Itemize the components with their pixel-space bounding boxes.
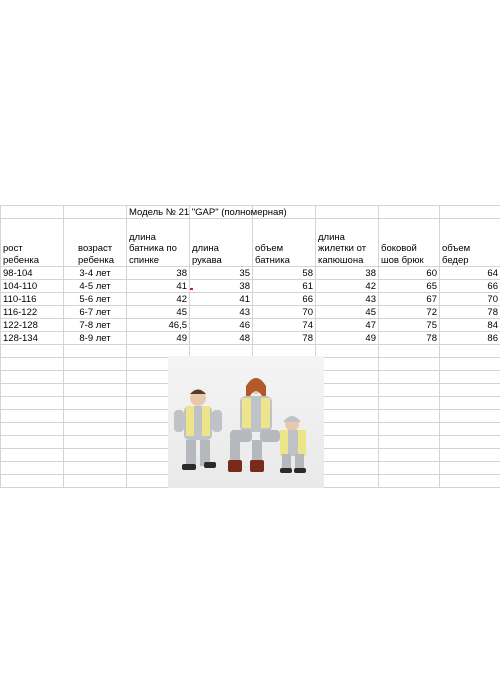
empty-cell[interactable] [379, 462, 440, 475]
empty-cell[interactable] [379, 410, 440, 423]
cell-age[interactable]: 6-7 лет [64, 306, 127, 319]
cell-pants-side-seam[interactable]: 75 [379, 319, 440, 332]
empty-cell[interactable] [64, 462, 127, 475]
empty-cell[interactable] [440, 410, 500, 423]
empty-cell[interactable] [316, 371, 379, 384]
empty-cell[interactable] [64, 423, 127, 436]
title-row [1, 206, 500, 219]
cell-height[interactable]: 116-122 [1, 306, 64, 319]
cell-sweatshirt-volume[interactable]: 58 [253, 267, 316, 280]
cell-sleeve-length[interactable]: 38 [190, 280, 253, 293]
cell-back-length[interactable]: 45 [127, 306, 190, 319]
empty-cell[interactable] [379, 475, 440, 488]
empty-cell[interactable] [64, 475, 127, 488]
cell-age[interactable]: 5-6 лет [64, 293, 127, 306]
cell-vest-length[interactable]: 45 [316, 306, 379, 319]
empty-cell[interactable] [440, 397, 500, 410]
empty-cell[interactable] [1, 436, 64, 449]
header-back-length[interactable]: длина батника по спинке [127, 219, 190, 267]
cell-sleeve-length[interactable]: 43 [190, 306, 253, 319]
cell-sleeve-length[interactable]: 35 [190, 267, 253, 280]
empty-cell[interactable] [440, 449, 500, 462]
cell-age[interactable]: 3-4 лет [64, 267, 127, 280]
cell-sweatshirt-volume[interactable]: 74 [253, 319, 316, 332]
empty-cell[interactable] [1, 358, 64, 371]
cell-age[interactable]: 8-9 лет [64, 332, 127, 345]
empty-cell[interactable] [440, 436, 500, 449]
cell-age[interactable]: 4-5 лет [64, 280, 127, 293]
empty-cell[interactable] [379, 358, 440, 371]
cell-sweatshirt-volume[interactable]: 66 [253, 293, 316, 306]
header-row [1, 219, 500, 267]
empty-cell[interactable] [1, 206, 64, 219]
header-hip-volume[interactable]: объем бедер [440, 219, 500, 267]
header-height[interactable]: рост ребенка [1, 219, 64, 267]
empty-cell[interactable] [316, 410, 379, 423]
empty-cell[interactable] [316, 206, 379, 219]
empty-cell[interactable] [440, 384, 500, 397]
cell-vest-length[interactable]: 38 [316, 267, 379, 280]
cell-sweatshirt-volume[interactable]: 70 [253, 306, 316, 319]
empty-cell[interactable] [1, 475, 64, 488]
cell-age[interactable]: 7-8 лет [64, 319, 127, 332]
empty-cell[interactable] [64, 358, 127, 371]
cell-vest-length[interactable]: 42 [316, 280, 379, 293]
empty-cell[interactable] [1, 397, 64, 410]
cell-sleeve-length[interactable]: 48 [190, 332, 253, 345]
cell-hip-volume[interactable]: 66 [440, 280, 500, 293]
table-row [1, 319, 500, 332]
empty-cell[interactable] [1, 384, 64, 397]
empty-cell[interactable] [316, 449, 379, 462]
empty-cell[interactable] [316, 475, 379, 488]
cell-height[interactable]: 98-104 [1, 267, 64, 280]
table-row [1, 280, 500, 293]
empty-cell[interactable] [1, 410, 64, 423]
empty-cell[interactable] [440, 345, 500, 358]
cell-vest-length[interactable]: 49 [316, 332, 379, 345]
empty-cell[interactable] [1, 345, 64, 358]
woman-figure [228, 378, 280, 472]
family-photo-illustration [168, 356, 324, 488]
empty-cell[interactable] [316, 462, 379, 475]
cell-pants-side-seam[interactable]: 60 [379, 267, 440, 280]
empty-cell[interactable] [1, 371, 64, 384]
empty-cell[interactable] [379, 449, 440, 462]
child-figure [280, 416, 306, 473]
table-row [1, 306, 500, 319]
cell-sweatshirt-volume[interactable]: 61 [253, 280, 316, 293]
header-pants-side-seam[interactable]: боковой шов брюк [379, 219, 440, 267]
empty-cell[interactable] [64, 206, 127, 219]
table-row [1, 267, 500, 280]
empty-cell[interactable] [64, 449, 127, 462]
empty-cell[interactable] [440, 206, 500, 219]
cell-pants-side-seam[interactable]: 67 [379, 293, 440, 306]
cell-sweatshirt-volume[interactable]: 78 [253, 332, 316, 345]
empty-cell[interactable] [440, 475, 500, 488]
cell-hip-volume[interactable]: 84 [440, 319, 500, 332]
table-title: Модель № 21 "GAP" (полномерная) [129, 207, 287, 218]
cell-hip-volume[interactable]: 78 [440, 306, 500, 319]
cell-hip-volume[interactable]: 70 [440, 293, 500, 306]
header-sleeve-length[interactable]: длина рукава [190, 219, 253, 267]
empty-cell[interactable] [64, 384, 127, 397]
cell-pants-side-seam[interactable]: 78 [379, 332, 440, 345]
empty-cell[interactable] [64, 345, 127, 358]
empty-cell[interactable] [316, 436, 379, 449]
cell-back-length[interactable]: 38 [127, 267, 190, 280]
empty-cell[interactable] [316, 358, 379, 371]
cell-hip-volume[interactable]: 64 [440, 267, 500, 280]
empty-cell[interactable] [440, 462, 500, 475]
table-row [1, 332, 500, 345]
cell-pants-side-seam[interactable]: 65 [379, 280, 440, 293]
cell-vest-length[interactable]: 47 [316, 319, 379, 332]
empty-cell[interactable] [64, 397, 127, 410]
cell-height[interactable]: 122-128 [1, 319, 64, 332]
empty-cell[interactable] [316, 384, 379, 397]
cell-back-length[interactable]: 46,5 [127, 319, 190, 332]
product-photo [168, 356, 324, 488]
empty-cell[interactable] [379, 384, 440, 397]
empty-cell[interactable] [64, 436, 127, 449]
cell-marker [190, 288, 193, 290]
empty-cell[interactable] [379, 345, 440, 358]
empty-cell[interactable] [379, 206, 440, 219]
cell-height[interactable]: 110-116 [1, 293, 64, 306]
empty-cell[interactable] [440, 423, 500, 436]
boy-figure [174, 390, 222, 471]
empty-cell[interactable] [64, 371, 127, 384]
header-vest-length[interactable]: длина жилетки от капюшона [316, 219, 379, 267]
empty-cell[interactable] [440, 358, 500, 371]
empty-cell[interactable] [379, 436, 440, 449]
empty-cell[interactable] [379, 371, 440, 384]
cell-vest-length[interactable]: 43 [316, 293, 379, 306]
table-row [1, 293, 500, 306]
cell-height[interactable]: 104-110 [1, 280, 64, 293]
cell-hip-volume[interactable]: 86 [440, 332, 500, 345]
empty-cell[interactable] [316, 345, 379, 358]
empty-cell[interactable] [1, 462, 64, 475]
empty-cell[interactable] [379, 397, 440, 410]
cell-height[interactable]: 128-134 [1, 332, 64, 345]
empty-cell[interactable] [316, 423, 379, 436]
empty-cell[interactable] [64, 410, 127, 423]
title-cell[interactable] [127, 206, 287, 219]
empty-cell[interactable] [379, 423, 440, 436]
header-sweatshirt-volume[interactable]: объем батника [253, 219, 316, 267]
cell-sleeve-length[interactable]: 46 [190, 319, 253, 332]
cell-back-length[interactable]: 42 [127, 293, 190, 306]
header-age[interactable]: возраст ребенка [64, 219, 127, 267]
cell-sleeve-length[interactable]: 41 [190, 293, 253, 306]
empty-cell[interactable] [316, 397, 379, 410]
cell-back-length[interactable]: 49 [127, 332, 190, 345]
empty-cell[interactable] [440, 371, 500, 384]
cell-back-length[interactable]: 41 [127, 280, 190, 293]
empty-cell[interactable] [1, 423, 64, 436]
empty-cell[interactable] [1, 449, 64, 462]
cell-pants-side-seam[interactable]: 72 [379, 306, 440, 319]
